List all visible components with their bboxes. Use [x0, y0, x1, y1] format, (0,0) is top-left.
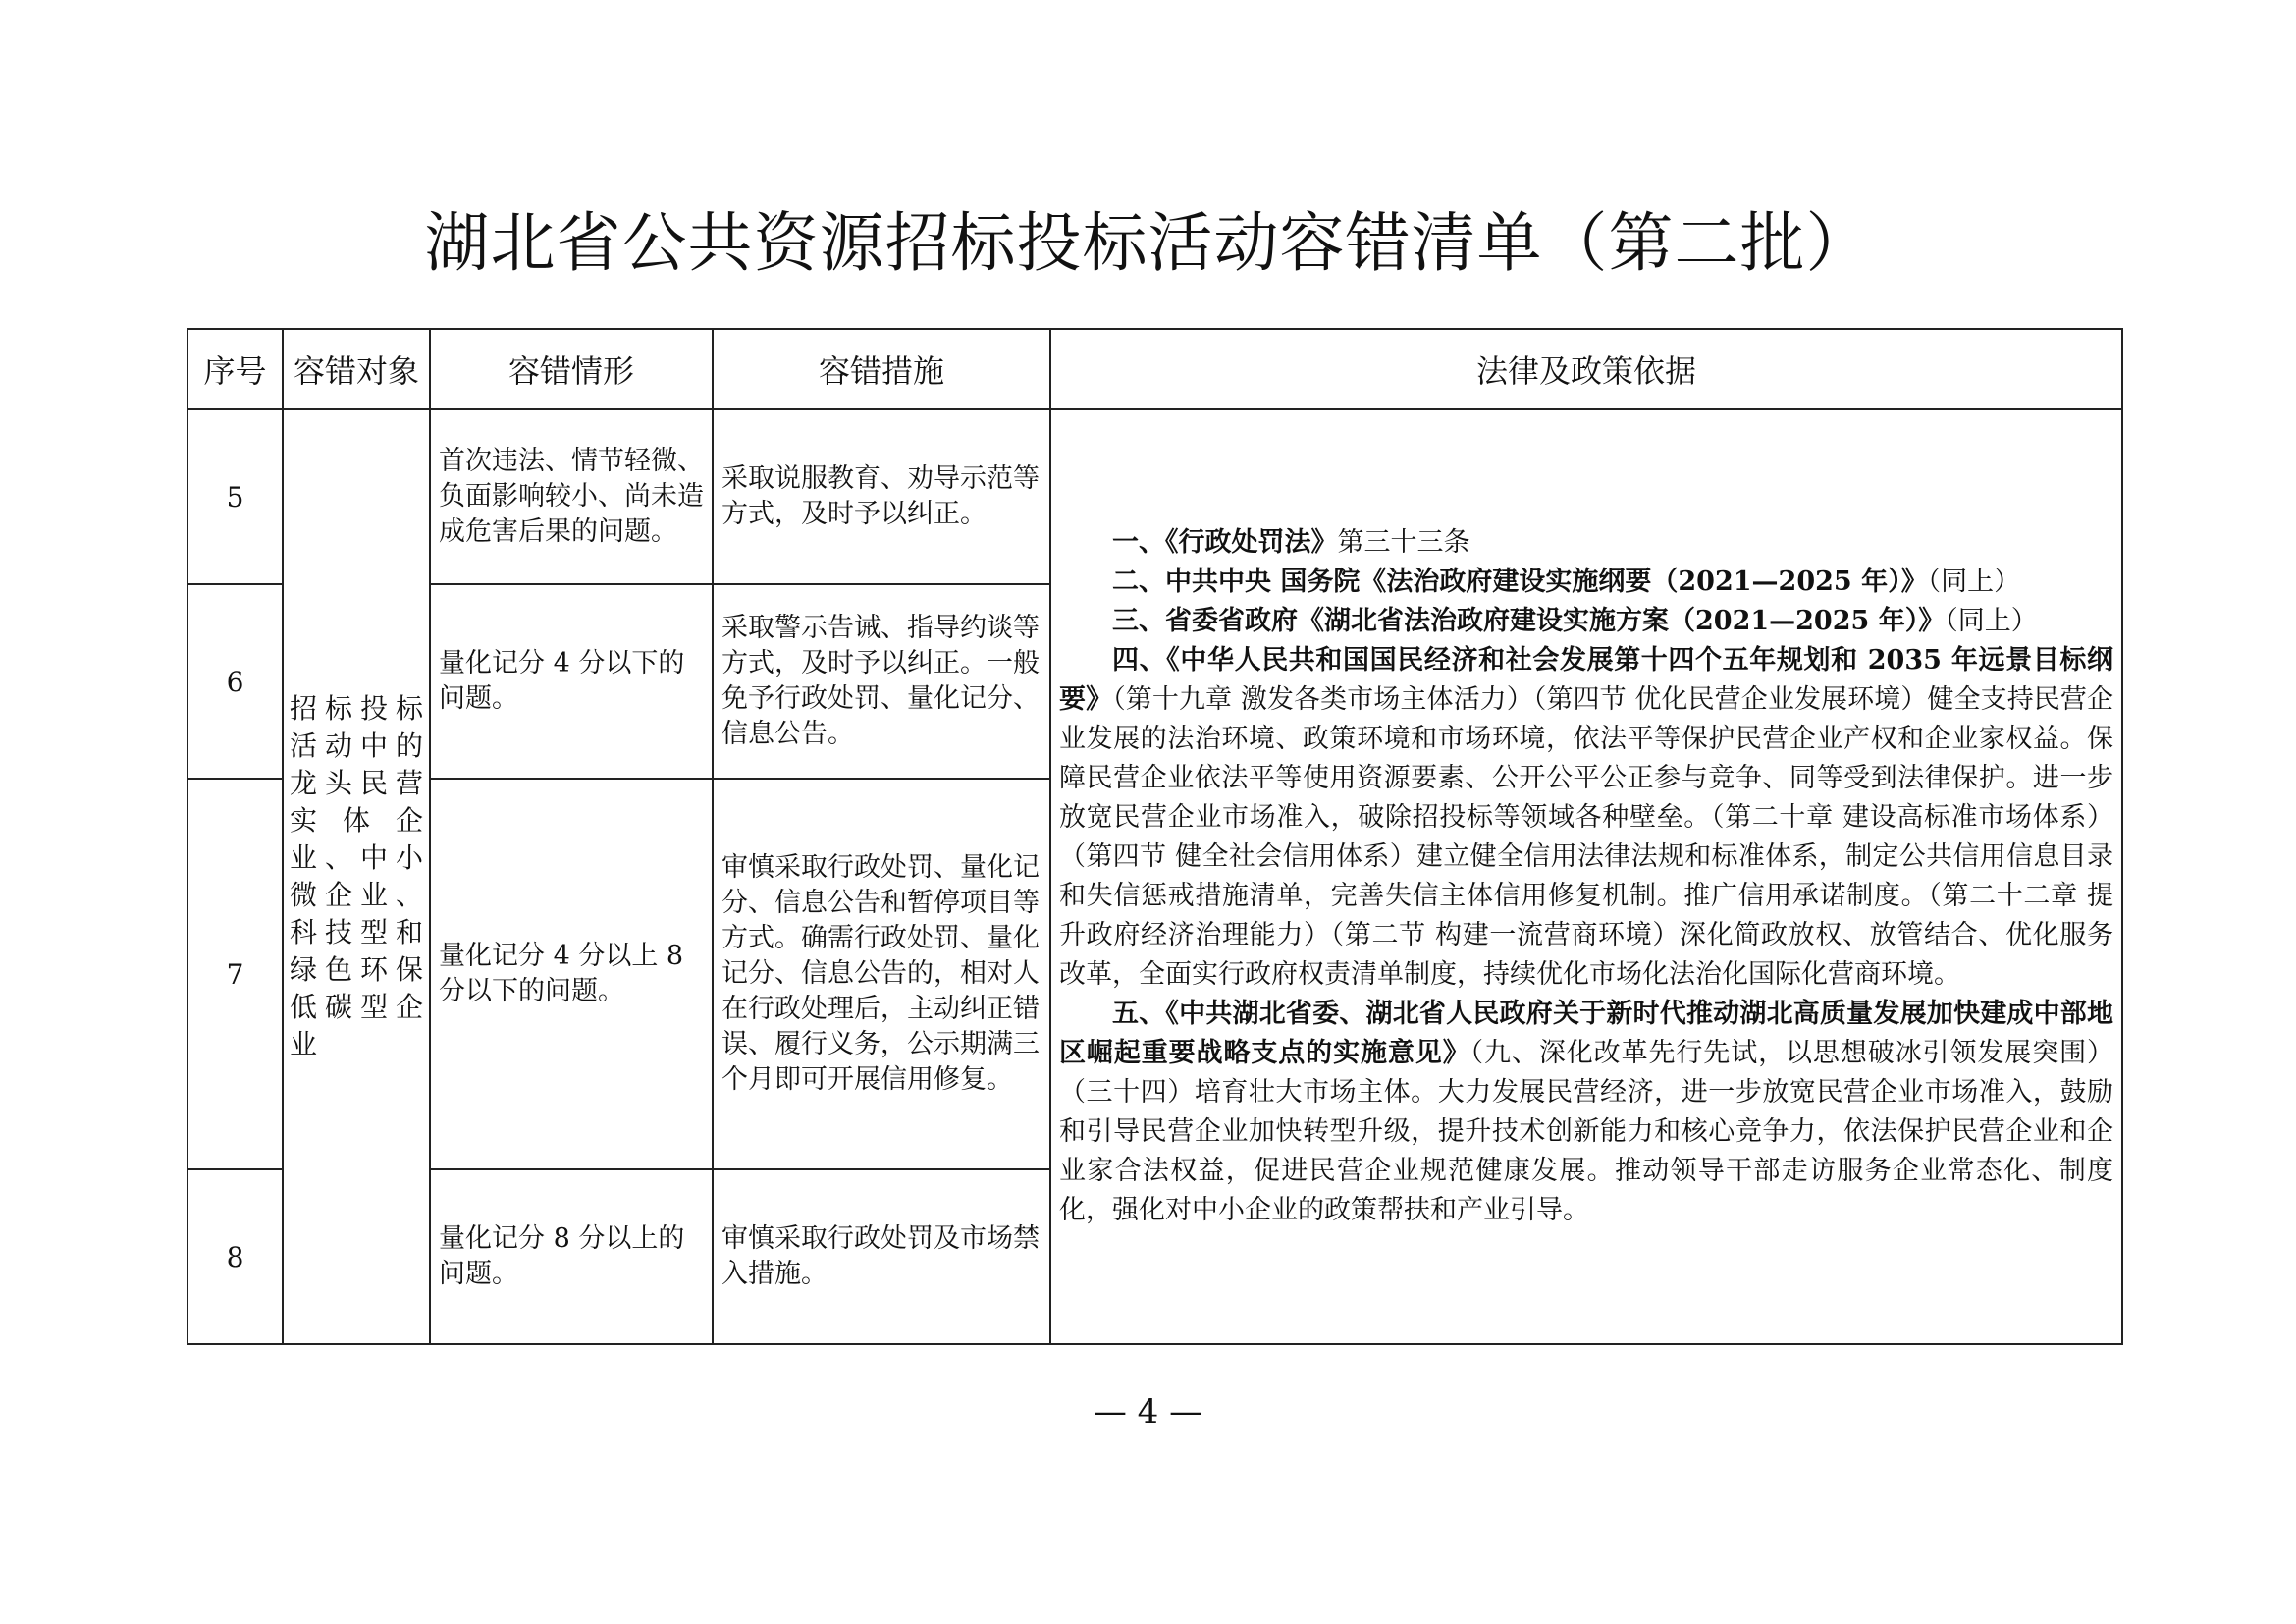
table-header-row: [187, 329, 2122, 409]
basis-text: （同上）: [1927, 567, 2021, 597]
basis-text: （九、深化改革先行先试，以思想破冰引领发展突围）（三十四）培育壮大市场主体。大力发展民营经济，进一步放宽民营企业市场准入，鼓励和引导民营企业加快转型升级，提升技术创新能力和核心竞争力，依法保护民营企业和企业家合法权益，促进民营企业规范健康发展。推动领导干部走访服务企业常态化、制度化，强化对中小企业的政策帮扶和产业引导。: [1059, 1038, 2114, 1225]
header-basis: 法律及政策依据: [1050, 329, 2122, 409]
legal-basis: [1050, 409, 2122, 1344]
header-situation: 容错情形: [430, 329, 713, 409]
row-number: 5: [187, 409, 283, 584]
basis-text: （第十九章 激发各类市场主体活力）（第四节 优化民营企业发展环境）健全支持民营企业发展的法治环境、政策环境和市场环境，依法平等保护民营企业产权和企业家权益。保障民营企业依法平等使用资源要素、公开公平公正参与竞争、同等受到法律保护。进一步放宽民营企业市场准入，破除招投标等领域各种壁垒。（第二十章 建设高标准市场体系）（第四节 健全社会信用体系）建立健全信用法律法规和标准体系，制定公共信用信息目录和失信惩戒措施清单，完善失信主体信用修复机制。推广信用承诺制度。（第二十二章 提升政府经济治理能力）（第二节 构建一流营商环境）深化简政放权、放管结合、优化服务改革，全面实行政府权责清单制度，持续优化市场化法治化国际化营商环境。: [1059, 684, 2113, 990]
page-title: 湖北省公共资源招标投标活动容错清单（第二批）: [424, 205, 1872, 281]
basis-paragraph: [1059, 523, 2113, 563]
basis-paragraph: [1059, 602, 2113, 641]
tolerance-measure: 审慎采取行政处罚、量化记分、信息公告和暂停项目等方式。确需行政处罚、量化记分、信息公告的，相对人在行政处理后，主动纠正错误、履行义务，公示期满三个月即可开展信用修复。: [713, 779, 1050, 1169]
row-number: 7: [187, 779, 283, 1169]
tolerance-situation: 首次违法、情节轻微、负面影响较小、尚未造成危害后果的问题。: [430, 409, 713, 584]
tolerance-list-table: [187, 328, 2123, 1345]
header-no: 序号: [187, 329, 283, 409]
tolerance-situation: 量化记分 8 分以上的问题。: [430, 1169, 713, 1344]
tolerance-measure: 采取警示告诫、指导约谈等方式，及时予以纠正。一般免予行政处罚、量化记分、信息公告。: [713, 584, 1050, 779]
page-number: — 4 —: [1093, 1392, 1203, 1432]
basis-paragraph: [1059, 563, 2113, 602]
basis-paragraph: [1059, 641, 2113, 995]
tolerance-measure: 采取说服教育、劝导示范等方式，及时予以纠正。: [713, 409, 1050, 584]
tolerance-situation: 量化记分 4 分以上 8 分以下的问题。: [430, 779, 713, 1169]
table-row: [187, 409, 2122, 584]
row-number: 6: [187, 584, 283, 779]
basis-text: 第三十三条: [1337, 527, 1470, 558]
header-object: 容错对象: [283, 329, 430, 409]
tolerance-measure: 审慎采取行政处罚及市场禁入措施。: [713, 1169, 1050, 1344]
tolerance-situation: 量化记分 4 分以下的问题。: [430, 584, 713, 779]
tolerance-object: 招标投标活动中的龙头民营实体企业、中小微企业、科技型和绿色环保低碳型企业: [283, 409, 430, 1344]
basis-heading: 四、《中华人民共和国国民经济和社会发展第十四个五年规划和 2035 年远景目标纲要》: [1059, 645, 2113, 715]
row-number: 8: [187, 1169, 283, 1344]
basis-text: （同上）: [1945, 606, 2038, 636]
basis-heading: 二、中共中央 国务院《法治政府建设实施纲要（2021—2025 年）》: [1112, 567, 1928, 597]
basis-heading: 三、省委省政府《湖北省法治政府建设实施方案（2021—2025 年）》: [1112, 606, 1946, 636]
basis-heading: 一、《行政处罚法》: [1112, 527, 1338, 558]
basis-paragraph: [1059, 995, 2113, 1230]
basis-heading: 五、《中共湖北省委、湖北省人民政府关于新时代推动湖北高质量发展加快建成中部地区崛起重要战略支点的实施意见》: [1059, 999, 2113, 1068]
header-measure: 容错措施: [713, 329, 1050, 409]
